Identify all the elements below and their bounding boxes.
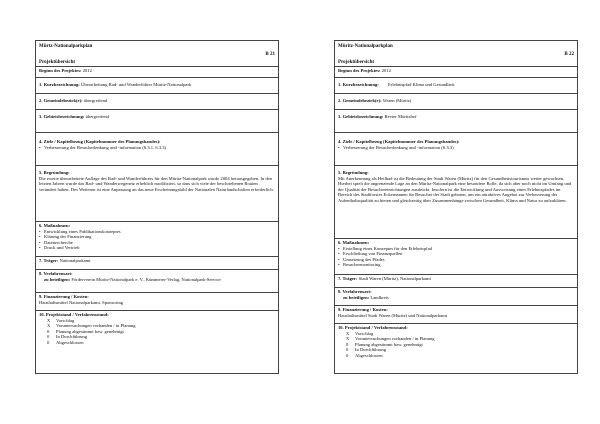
status-text: Planung abgestimmt bzw. genehmigt: [56, 328, 124, 334]
s6-item: • Besuchermonitoring: [338, 262, 574, 268]
section-8-procedure: [335, 288, 577, 306]
status-text: Vorschlag: [56, 317, 75, 323]
s5-label: 5. Begründung:: [39, 170, 70, 175]
status-mark: 0: [346, 341, 349, 347]
s4-item: • Verbesserung der Besucherlenkung und -information (6.3.1, 6.3.3): [39, 145, 275, 151]
status-text: Vorschlag: [355, 330, 374, 336]
status-text: Voruntersuchungen vorhanden / in Planung: [56, 323, 136, 329]
status-text: In Durchführung: [355, 347, 386, 353]
section-7-carrier: [36, 257, 278, 270]
s4-label: 4. Ziele / Kapitelbezug (Kapitelnummer des Planungsbandes):: [338, 139, 460, 144]
start-label: Beginn des Projektes:: [338, 68, 381, 73]
s6-label: 6. Maßnahmen:: [39, 223, 71, 228]
section-10-status: [335, 324, 577, 364]
section-9-financing: [36, 293, 278, 311]
status-mark: 0: [47, 328, 50, 334]
s8-label: 8. Verfahrensart:: [338, 289, 372, 294]
s6-item: • Klärung der Finanzierung: [39, 234, 275, 240]
section-5-reason: [36, 166, 278, 222]
s4-label: 4. Ziele / Kapitelbezug (Kapitelnummer des Planungsbandes):: [39, 139, 161, 144]
section-10-status: [36, 311, 278, 353]
s6-item: • Datenrecherche: [39, 240, 275, 246]
s7-value: Stadt Waren (Müritz), Nationalparkamt: [358, 276, 431, 281]
s1-label: 1. Kurzbezeichnung:: [39, 82, 80, 87]
sheet-header: [335, 41, 577, 67]
section-9-financing: [335, 306, 577, 324]
s8-sub-label: zu beteiligen:: [343, 294, 370, 300]
section-start: [335, 67, 577, 78]
status-mark: X: [47, 323, 51, 329]
section-4-goals: [335, 133, 577, 166]
start-label: Beginn des Projektes:: [39, 68, 82, 73]
section-2-municipality: [36, 94, 278, 110]
section-start: [36, 67, 278, 78]
sheet-title: Mürtz-Nationalparkplan: [39, 44, 93, 49]
sheet-subtitle: Projektübersicht: [39, 60, 76, 65]
s2-value: Waren (Müritz): [382, 98, 412, 103]
section-4-goals: [36, 133, 278, 166]
s9-label: 9. Finanzierung / Kosten:: [39, 294, 89, 299]
s7-label: 7. Träger:: [338, 276, 358, 281]
sheet-subtitle: Projektübersicht: [338, 60, 375, 65]
s6-label: 6. Maßnahmen:: [338, 240, 370, 245]
s8-sub-value: Landkreis: [370, 294, 389, 300]
sheet-header: [36, 41, 278, 67]
s7-value: Nationalparkamt: [59, 258, 91, 263]
s6-item: • Erstellung eines Konzeptes für den Erlebnispfad: [338, 246, 574, 252]
status-row: [47, 340, 275, 346]
project-sheet-b22: [334, 40, 578, 374]
status-row: [346, 353, 574, 359]
section-2-municipality: [335, 94, 577, 110]
section-3-area: [36, 110, 278, 133]
s4-item: • Verbesserung der Besucherlenkung und -information (6.3.3): [338, 145, 574, 151]
status-text: Abgeschlossen: [355, 352, 383, 358]
s6-item: • Erschließung von Finanzquellen: [338, 251, 574, 257]
section-1-short-name: [36, 78, 278, 94]
s3-label: 3. Gebietsbezeichnung:: [39, 114, 85, 119]
status-mark: X: [346, 330, 350, 336]
sheet-title: Müritz-Nationalparkplan: [338, 44, 393, 49]
sheet-code: B 21: [265, 52, 275, 57]
s8-sub-value: Förderverein Müritz-Nationalpark e. V., Kümmerer-Verlag, Nationalpark-Service: [71, 276, 221, 282]
section-6-measures: [36, 222, 278, 257]
status-text: Voruntersuchungen vorhanden / in Planung: [355, 336, 435, 342]
status-mark: 0: [346, 347, 349, 353]
s2-label: 2. Gemeindebezirk(e):: [338, 98, 382, 103]
section-5-reason: [335, 166, 577, 239]
status-mark: X: [47, 317, 51, 323]
s5-text: Mit Anerkennung als Heilbad ist die Bedeutung der Stadt Waren (Müritz) für den Gesundheitstourismus weiter gewachsen. Hierbei spielt die angrenzende Lage an den Müritz-Nationalpark eine besondere Rolle, da sich aber noch nicht im Umfang und der Qualität der Besuchereinrichtungen ausdrückt. Insofern ist die Entwicklung und Ausweisung eines Erlebnispfades im Bereich des Stadtforstes Eckernannen für Besucher der Stadt geboten, um ein attraktives Angebot zur Verbesserung der Aufenthaltsqualität zu bieten und gleichzeitig über Zusammenhänge zwischen Gesundheit, Klima und Natur zu aufzuklären.: [338, 175, 572, 203]
status-text: Planung abgestimmt bzw. genehmigt: [355, 341, 423, 347]
s7-label: 7. Träger:: [39, 258, 59, 263]
status-mark: 0: [47, 334, 50, 340]
s9-value: Haushaltsmittel Nationalparkamt, Sponsoring: [39, 299, 124, 305]
section-8-procedure: [36, 270, 278, 293]
s3-label: 3. Gebietsbezeichnung:: [338, 114, 384, 119]
s6-item: • Umsetzung des Pfades: [338, 257, 574, 263]
s1-value: Überarbeitung Rad- und Wanderführer Müritz-Nationalpark: [81, 82, 192, 87]
status-text: In Durchführung: [56, 334, 87, 340]
s6-item: • Entwicklung eines Publikationskonzeptes: [39, 229, 275, 235]
s1-value: Erlebnispfad Klima und Gesundheit: [388, 82, 455, 87]
sheet-code: B 22: [564, 52, 574, 57]
section-1-short-name: [335, 78, 577, 94]
s2-label: 2. Gemeindebezirk(e):: [39, 98, 83, 103]
section-6-measures: [335, 239, 577, 275]
status-mark: X: [346, 336, 350, 342]
s1-label: 1. Kurzbezeichnung:: [338, 82, 379, 87]
s6-item: • Druck und Vertrieb: [39, 245, 275, 251]
s8-label: 8. Verfahrensart:: [39, 271, 73, 276]
s2-value: übergreifend: [83, 98, 108, 103]
status-mark: 0: [47, 339, 50, 345]
status-text: Abgeschlossen: [56, 339, 84, 345]
s5-label: 5. Begründung:: [338, 170, 369, 175]
s8-sub-label: zu beteiligen:: [44, 276, 71, 282]
s10-label: 10. Projektstand / Verfahrensstand:: [338, 325, 408, 330]
section-7-carrier: [335, 275, 577, 288]
s10-label: 10. Projektstand / Verfahrensstand:: [39, 312, 109, 317]
s3-value: Revier Müritzhof: [384, 114, 417, 119]
s9-label: 9. Finanzierung / Kosten:: [338, 307, 388, 312]
start-value: 2012: [82, 68, 92, 73]
project-sheet-b21: [35, 40, 279, 374]
s9-value: Haushaltsmittel Stadt Waren (Müritz) und Nationalparkamt: [338, 312, 448, 318]
section-3-area: [335, 110, 577, 133]
start-value: 2012: [381, 68, 391, 73]
status-mark: 0: [346, 352, 349, 358]
s5-text: Die zweite überarbeitete Auflage des Rad- und Wanderführers für den Müritz-Nationalpark wurde 2004 herausgegeben. In den letzten Jahren wurde das Rad- und Wanderwegenetz erheblich modifiziert, so dass sich viele der beschriebenen Routen verändert haben. Des Weiteren ist eine Anpassung an das neue Erscheinungsbild der Nationalen Naturlandschaften erforderlich.: [39, 175, 274, 192]
s3-value: übergreifend: [85, 114, 109, 119]
